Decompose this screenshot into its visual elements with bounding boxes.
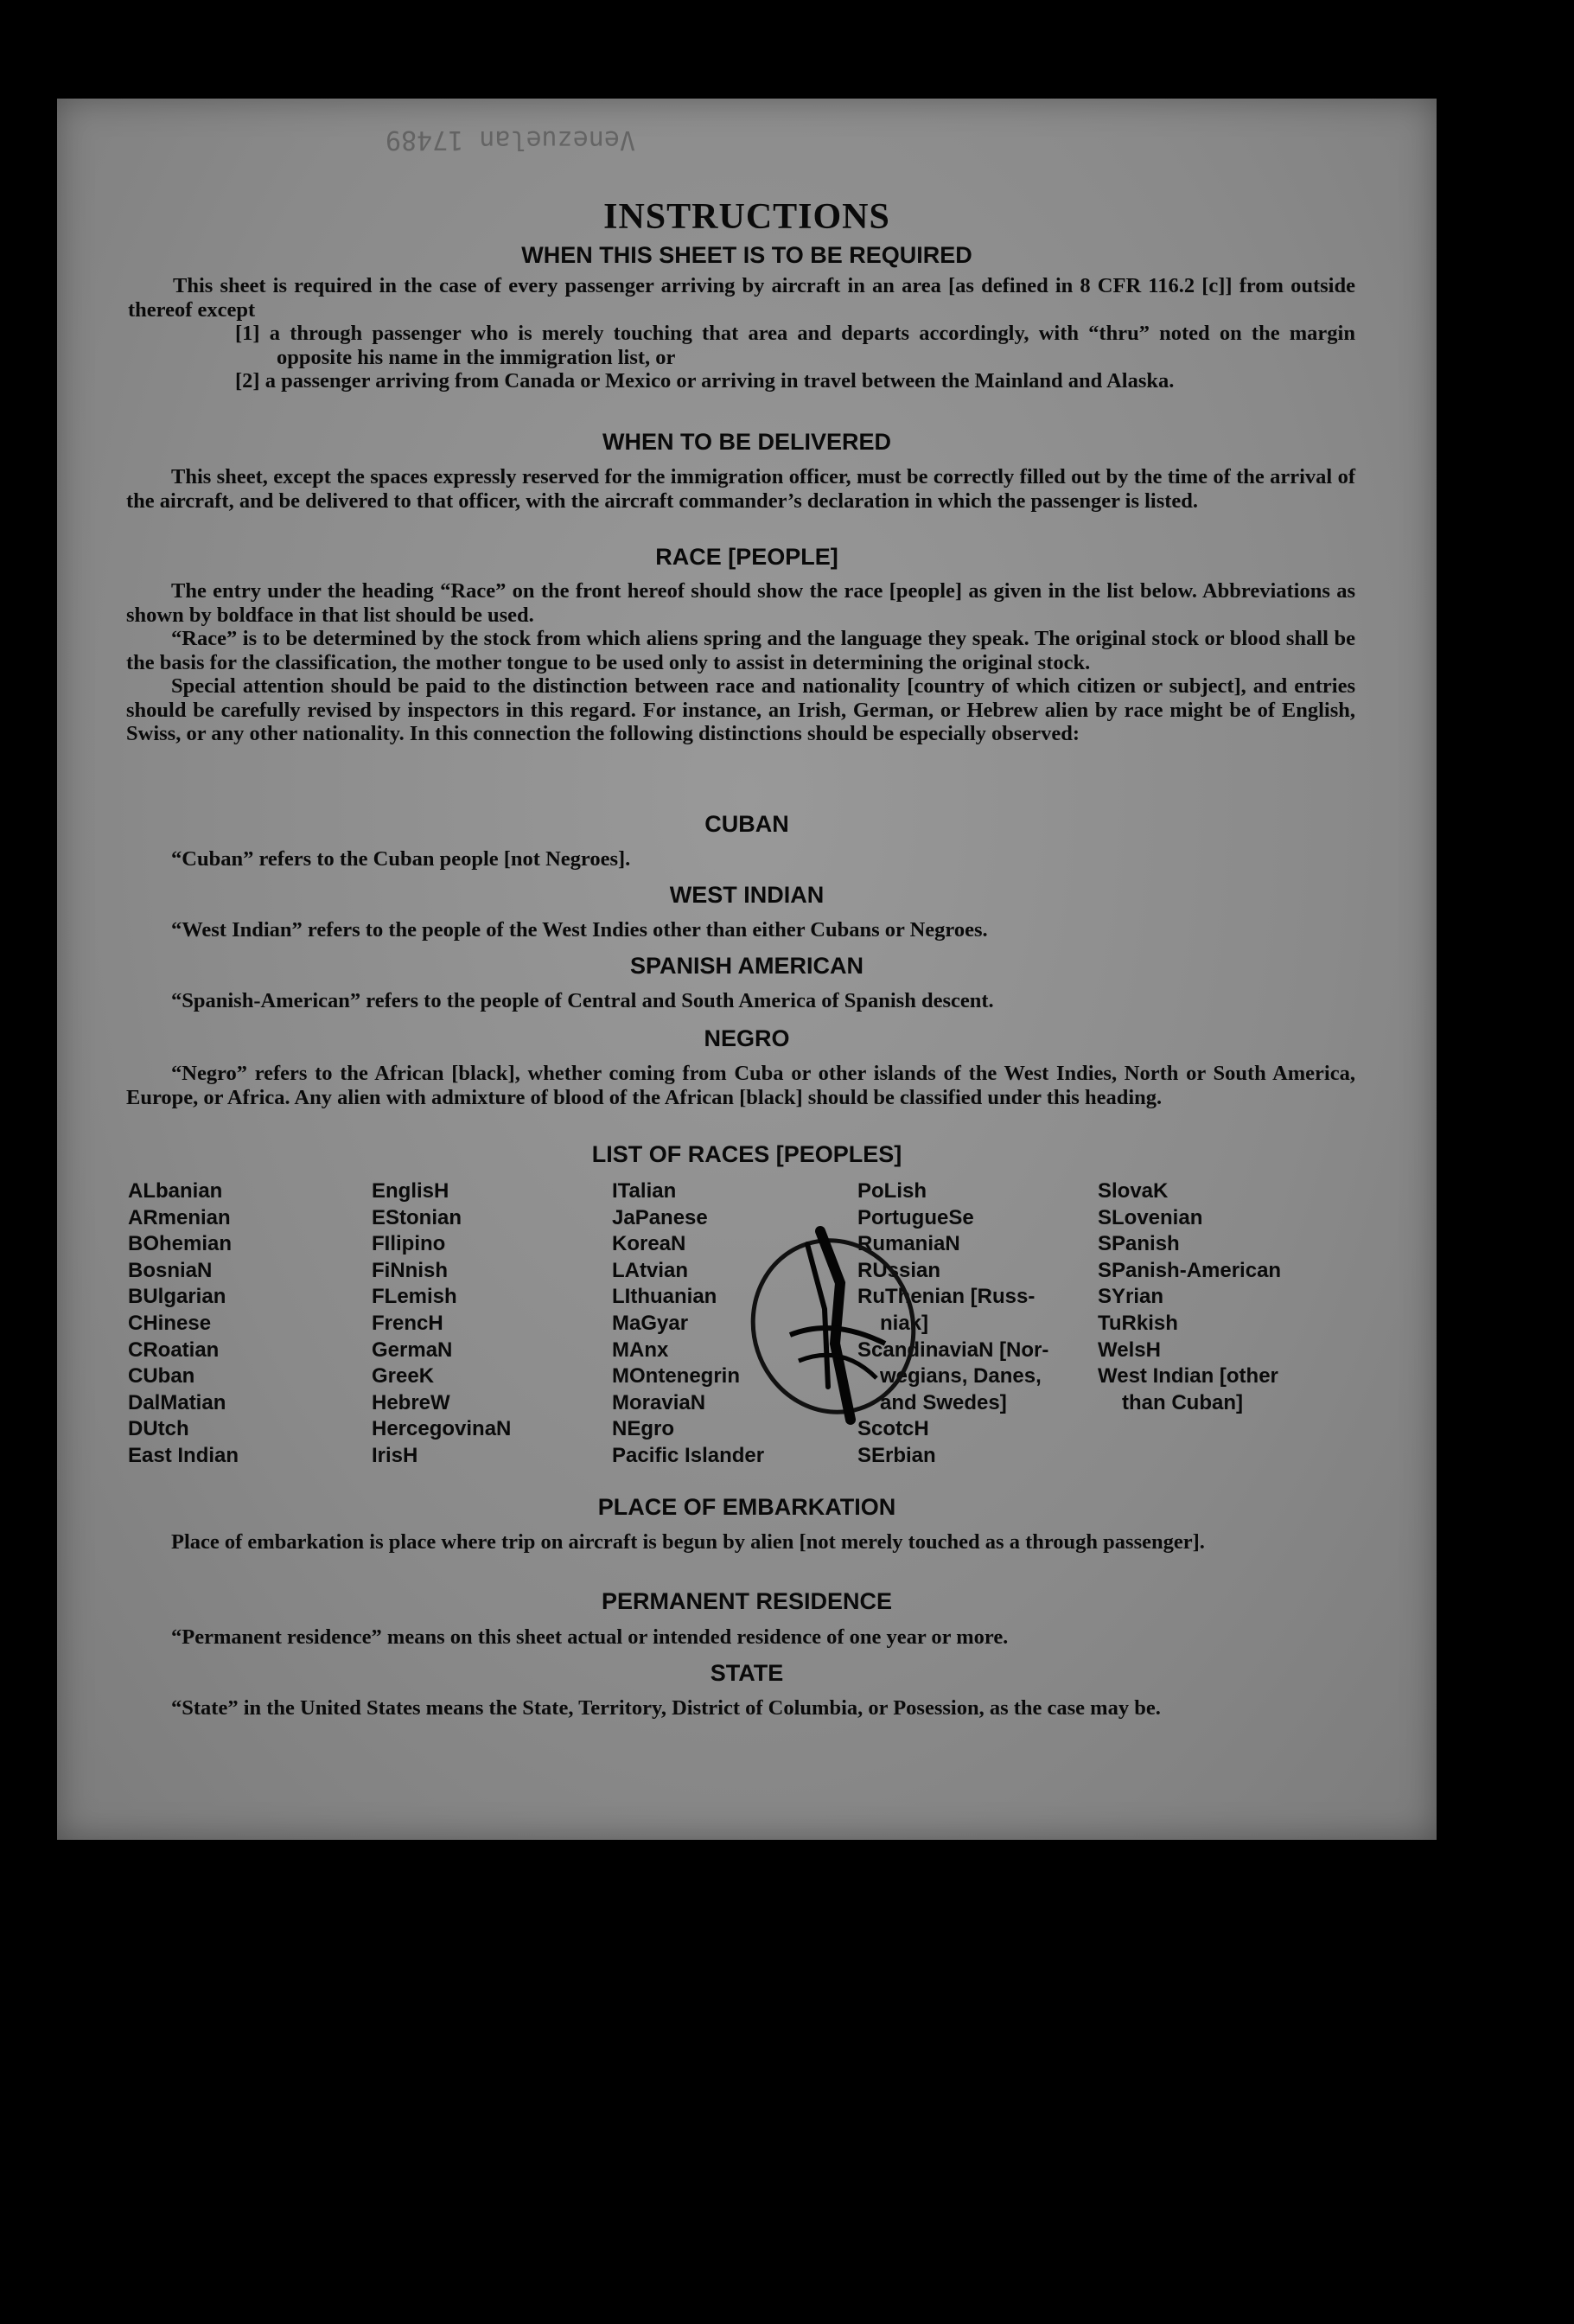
- heading-state: STATE: [710, 1660, 784, 1686]
- race-item: GreeK: [372, 1364, 435, 1389]
- race-paragraph-2: “Race” is to be determined by the stock from which aliens spring and the language they speak. The original stock or blood shall be the basis for the classification, the mother tongue to be used only to assist in determining the original stock.: [126, 627, 1355, 674]
- heading-permanent-residence: PERMANENT RESIDENCE: [601, 1588, 893, 1614]
- race-item: ALbanian: [128, 1179, 223, 1203]
- signature-stamp-mark: [738, 1214, 928, 1430]
- residence-paragraph: “Permanent residence” means on this sheet actual or intended residence of one year or more.: [171, 1625, 1009, 1649]
- race-item: HercegovinaN: [372, 1417, 512, 1441]
- race-text: [126, 579, 1355, 746]
- race-item: CRoatian: [128, 1338, 220, 1362]
- race-item: LIthuanian: [612, 1285, 717, 1309]
- race-item: MaGyar: [612, 1311, 689, 1335]
- race-item: FiNnish: [372, 1258, 448, 1282]
- race-item: PortugueSe: [857, 1205, 974, 1229]
- race-item: SlovaK: [1098, 1179, 1169, 1203]
- race-item: RuThenian [Russ-: [857, 1285, 1036, 1309]
- race-item: SLovenian: [1098, 1205, 1203, 1229]
- race-item: MAnx: [612, 1338, 669, 1362]
- heading-negro: NEGRO: [704, 1025, 790, 1051]
- race-item: ScotcH: [857, 1417, 929, 1441]
- heading-spanish-american: SPANISH AMERICAN: [629, 953, 863, 979]
- race-item: WelsH: [1098, 1338, 1161, 1362]
- race-item: KoreaN: [612, 1232, 686, 1256]
- race-item: SPanish: [1098, 1232, 1180, 1256]
- race-item: FLemish: [372, 1285, 457, 1309]
- race-item: West Indian [other: [1098, 1364, 1278, 1389]
- heading-embarkation: PLACE OF EMBARKATION: [597, 1494, 896, 1520]
- race-item: SPanish-American: [1098, 1258, 1282, 1282]
- race-item: ScandinaviaN [Nor-: [857, 1338, 1049, 1362]
- race-item: NEgro: [612, 1417, 674, 1441]
- race-item: SYrian: [1098, 1285, 1164, 1309]
- heading-race: RACE [PEOPLE]: [655, 544, 838, 570]
- race-item: JaPanese: [612, 1205, 708, 1229]
- race-item: and Swedes]: [880, 1390, 1007, 1414]
- race-item: RumaniaN: [857, 1232, 960, 1256]
- race-item: CHinese: [128, 1311, 212, 1335]
- heading-when-required: WHEN THIS SHEET IS TO BE REQUIRED: [521, 242, 972, 268]
- race-item: Pacific Islander: [612, 1443, 765, 1467]
- race-item: BosniaN: [128, 1258, 213, 1282]
- race-item: FrencH: [372, 1311, 443, 1335]
- heading-list-of-races: LIST OF RACES [PEOPLES]: [591, 1141, 902, 1167]
- residence-text: [126, 1625, 1355, 1650]
- race-item: RUssian: [857, 1258, 941, 1282]
- embarkation-text: [126, 1530, 1355, 1555]
- top-note: Venezuelan 17489: [386, 124, 635, 155]
- race-paragraph-3: Special attention should be paid to the distinction between race and nationality [country of which citizen or subject], and entries should be carefully revised by inspectors in this regard. For instance, an Irish, German, or Hebrew alien by race might be of English, Swiss, or any other nationality. In this connection the following distinctions should be especially observed:: [126, 674, 1355, 745]
- race-item: BOhemian: [128, 1232, 233, 1256]
- race-item: DalMatian: [128, 1390, 226, 1414]
- heading-cuban: CUBAN: [704, 811, 789, 837]
- race-item: wegians, Danes,: [880, 1364, 1042, 1389]
- race-item: FIlipino: [372, 1232, 446, 1256]
- race-item: HebreW: [372, 1390, 450, 1414]
- race-item: ARmenian: [128, 1205, 231, 1229]
- race-item: EnglisH: [372, 1179, 449, 1203]
- embarkation-paragraph: Place of embarkation is place where trip on aircraft is begun by alien [not merely touched as a through passenger].: [171, 1530, 1205, 1554]
- negro-text: [126, 1062, 1355, 1109]
- race-item: IrisH: [372, 1443, 418, 1467]
- race-item: than Cuban]: [1122, 1390, 1243, 1414]
- race-item: TuRkish: [1098, 1311, 1178, 1335]
- state-paragraph: “State” in the United States means the State, Territory, District of Columbia, or Posession, as the case may be.: [171, 1696, 1161, 1720]
- document-sheet: [57, 99, 1437, 1840]
- when-delivered-text: [126, 465, 1355, 513]
- when-required-text: [128, 274, 1355, 393]
- race-item: DUtch: [128, 1417, 189, 1441]
- race-item: East Indian: [128, 1443, 239, 1467]
- race-column: [128, 1178, 239, 1470]
- cuban-text: [126, 847, 1355, 872]
- negro-paragraph: “Negro” refers to the African [black], whether coming from Cuba or other islands of the West Indies, North or South America, Europe, or Africa. Any alien with admixture of blood of the African [black] should be classified under this heading.: [126, 1062, 1355, 1109]
- race-item: MoraviaN: [612, 1390, 706, 1414]
- cuban-paragraph: “Cuban” refers to the Cuban people [not Negroes].: [171, 847, 631, 871]
- when-required-intro: This sheet is required in the case of every passenger arriving by aircraft in an area [as defined in 8 CFR 116.2 [c]] from outside thereof except: [128, 274, 1355, 322]
- heading-west-indian: WEST INDIAN: [669, 882, 825, 908]
- race-item: niak]: [880, 1311, 929, 1335]
- exception-item-2: [2] a passenger arriving from Canada or Mexico or arriving in travel between the Mainland and Alaska.: [235, 369, 1175, 393]
- race-item: LAtvian: [612, 1258, 689, 1282]
- race-item: PoLish: [857, 1179, 927, 1203]
- west-indian-text: [126, 918, 1355, 942]
- spanish-american-paragraph: “Spanish-American” refers to the people of Central and South America of Spanish descent.: [171, 989, 994, 1012]
- heading-when-delivered: WHEN TO BE DELIVERED: [602, 429, 892, 455]
- race-item: GermaN: [372, 1338, 453, 1362]
- when-delivered-paragraph: This sheet, except the spaces expressly reserved for the immigration officer, must be correctly filled out by the time of the arrival of the aircraft, and be delivered to that officer, with the aircraft commander’s declaration in which the passenger is listed.: [126, 465, 1355, 513]
- race-item: MOntenegrin: [612, 1364, 740, 1389]
- spanish-american-text: [126, 989, 1355, 1013]
- race-item: EStonian: [372, 1205, 462, 1229]
- race-column: [372, 1178, 511, 1470]
- race-column: [1098, 1178, 1281, 1416]
- race-item: ITalian: [612, 1179, 677, 1203]
- page-title: INSTRUCTIONS: [603, 197, 890, 237]
- west-indian-paragraph: “West Indian” refers to the people of the West Indies other than either Cubans or Negroes.: [171, 918, 988, 942]
- race-paragraph-1: The entry under the heading “Race” on the front hereof should show the race [people] as given in the list below. Abbreviations as shown by boldface in that list should be used.: [126, 579, 1355, 627]
- race-item: SErbian: [857, 1443, 936, 1467]
- race-item: CUban: [128, 1364, 195, 1389]
- state-text: [126, 1696, 1355, 1721]
- race-item: BUlgarian: [128, 1285, 226, 1309]
- exception-item-1: [1] a through passenger who is merely touching that area and departs accordingly, with “thru” noted on the margin opposite his name in the immigration list, or: [235, 322, 1355, 369]
